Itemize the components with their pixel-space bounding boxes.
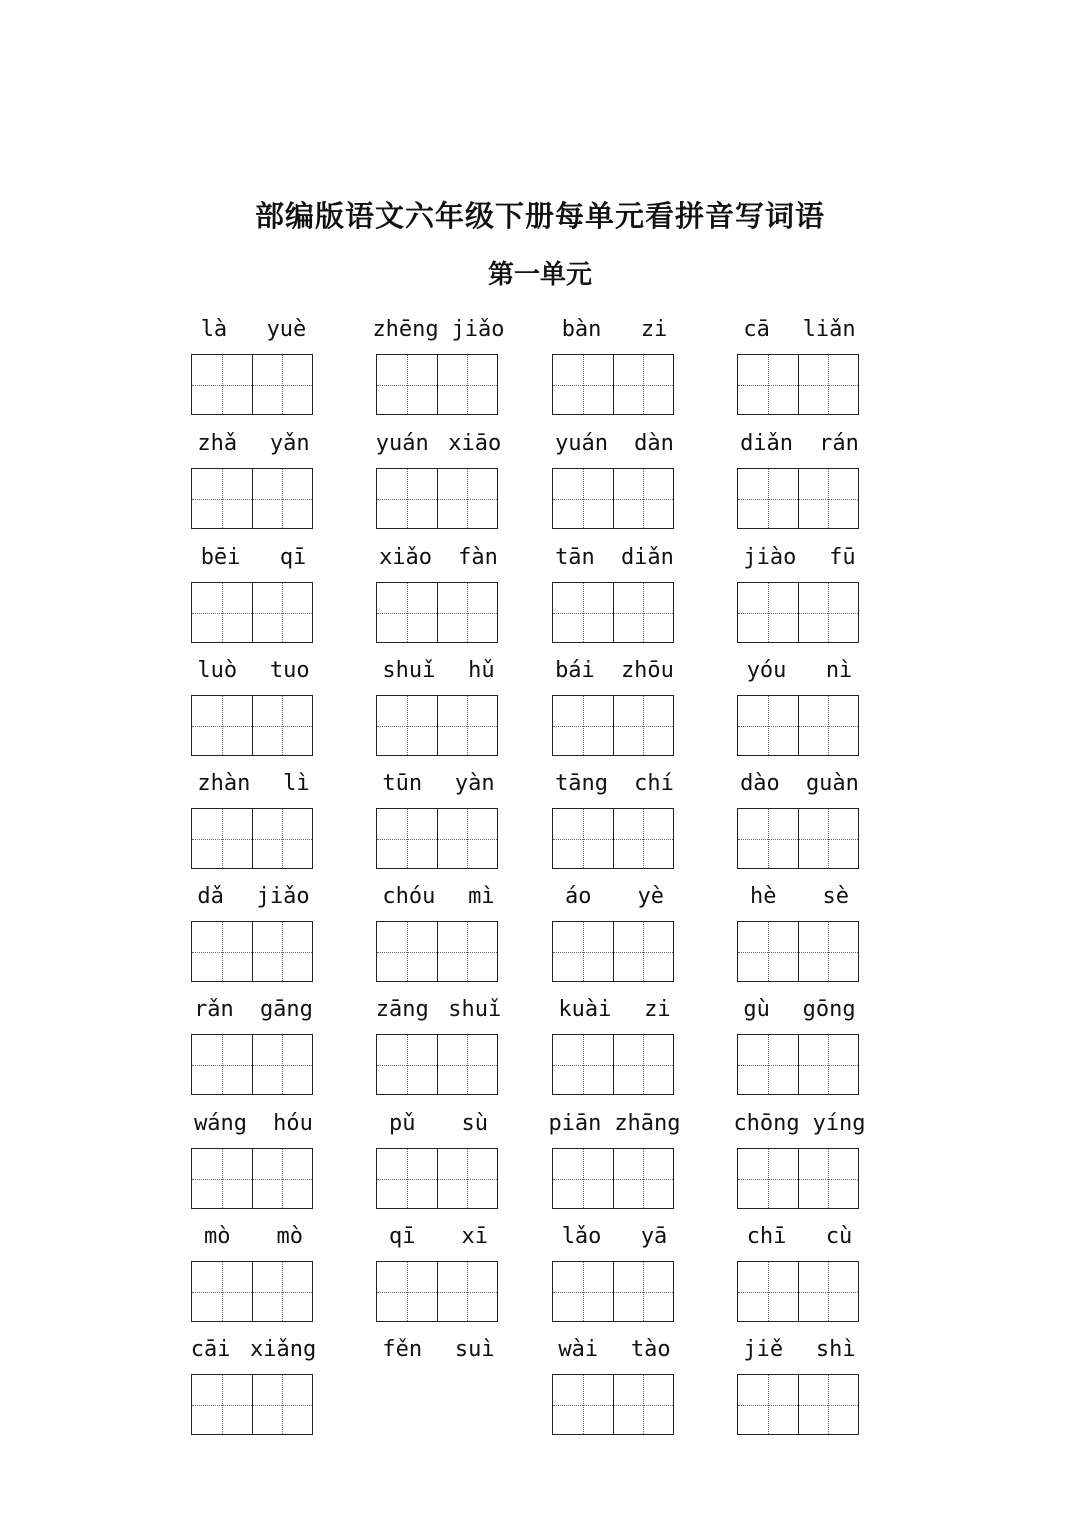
word-exercise [191,1108,351,1220]
pinyin-label [727,428,872,458]
writing-boxes [552,582,674,643]
tianzige-box[interactable] [798,809,859,868]
tianzige-box[interactable] [437,1262,498,1321]
writing-boxes [552,1034,674,1095]
tianzige-box[interactable] [377,809,437,868]
pinyin-label [181,1334,326,1364]
pinyin-label [181,881,326,911]
pinyin-syllable: xiāo [448,430,502,456]
writing-boxes [552,695,674,756]
tianzige-box[interactable] [798,1035,859,1094]
pinyin-syllable: jiào [743,544,797,570]
writing-boxes [191,921,313,982]
writing-boxes [376,1261,498,1322]
word-exercise [191,881,351,993]
pinyin-syllable: rǎn [194,996,234,1022]
pinyin-label [366,655,511,685]
tianzige-box[interactable] [192,922,252,981]
pinyin-syllable: xī [461,1223,488,1249]
pinyin-syllable: yā [640,1223,668,1249]
pinyin-syllable: chōng [733,1110,800,1136]
pinyin-syllable: qī [389,1223,416,1249]
writing-boxes [376,808,498,869]
tianzige-box[interactable] [437,583,498,642]
pinyin-syllable: yuè [266,316,307,342]
tianzige-box[interactable] [192,696,252,755]
tianzige-box[interactable] [613,1262,674,1321]
pinyin-syllable: liǎn [802,316,856,342]
tianzige-box[interactable] [192,1035,252,1094]
tianzige-box[interactable] [798,355,859,414]
pinyin-label [366,768,511,798]
tianzige-box[interactable] [613,696,674,755]
tianzige-box[interactable] [613,1035,674,1094]
pinyin-label [727,994,872,1024]
tianzige-box[interactable] [252,809,313,868]
pinyin-label [366,1221,511,1251]
pinyin-syllable: tào [630,1336,671,1362]
writing-boxes [376,921,498,982]
writing-boxes [191,1148,313,1209]
pinyin-syllable: sè [822,883,849,909]
writing-boxes [191,1374,313,1435]
tianzige-box[interactable] [613,922,674,981]
word-exercise [552,881,712,993]
pinyin-label [542,994,687,1024]
pinyin-syllable: yàn [454,770,495,796]
writing-boxes [376,468,498,529]
page-title: 部编版语文六年级下册每单元看拼音写词语 [254,199,825,233]
pinyin-syllable: lì [283,770,310,796]
pinyin-syllable: dàn [634,430,674,456]
pinyin-syllable: luò [197,657,238,683]
word-exercise [737,655,897,767]
tianzige-box[interactable] [553,922,613,981]
pinyin-syllable: cā [743,316,770,342]
word-exercise [376,542,536,654]
pinyin-syllable: bēi [200,544,241,570]
pinyin-label [366,994,511,1024]
tianzige-box[interactable] [377,922,437,981]
pinyin-syllable: chí [634,770,674,796]
pinyin-label [727,768,872,798]
writing-boxes [191,1034,313,1095]
pinyin-syllable: hóu [273,1110,313,1136]
writing-boxes [376,1148,498,1209]
tianzige-box[interactable] [738,1149,798,1208]
word-exercise [737,768,897,880]
word-exercise [737,1334,897,1446]
pinyin-syllable: gōng [802,996,856,1022]
word-exercise [552,428,712,540]
tianzige-box[interactable] [738,355,798,414]
pinyin-label [181,655,326,685]
writing-boxes [737,808,859,869]
tianzige-box[interactable] [192,1375,252,1434]
writing-boxes [737,695,859,756]
writing-boxes [552,921,674,982]
writing-boxes [737,1374,859,1435]
word-exercise [552,314,712,426]
word-exercise [552,542,712,654]
writing-boxes [376,1034,498,1095]
writing-boxes [737,1148,859,1209]
pinyin-label [181,994,326,1024]
writing-boxes [376,582,498,643]
tianzige-box[interactable] [437,696,498,755]
pinyin-label [727,314,872,344]
tianzige-box[interactable] [613,809,674,868]
pinyin-label [727,1221,872,1251]
writing-boxes [552,1374,674,1435]
pinyin-syllable: xiǎo [379,544,433,570]
pinyin-label [542,428,687,458]
word-exercise [737,428,897,540]
pinyin-label [366,1108,511,1138]
word-exercise [733,1108,897,1220]
writing-boxes [552,1261,674,1322]
pinyin-label [542,1334,687,1364]
tianzige-box[interactable] [252,696,313,755]
pinyin-syllable: wài [558,1336,599,1362]
pinyin-label [181,428,326,458]
writing-boxes [552,808,674,869]
tianzige-box[interactable] [252,1262,313,1321]
writing-boxes [376,695,498,756]
tianzige-box[interactable] [613,583,674,642]
word-exercise [552,768,712,880]
pinyin-syllable: hè [750,883,777,909]
tianzige-box[interactable] [553,1149,613,1208]
word-exercise [376,881,536,993]
pinyin-syllable: guàn [805,770,859,796]
pinyin-syllable: gù [743,996,770,1022]
pinyin-syllable: zhàn [197,770,251,796]
pinyin-syllable: chī [746,1223,787,1249]
writing-boxes [191,468,313,529]
word-exercise [191,542,351,654]
tianzige-box[interactable] [553,1035,613,1094]
pinyin-syllable: fū [829,544,856,570]
word-exercise [737,1221,897,1333]
pinyin-label [727,881,872,911]
pinyin-syllable: nì [825,657,853,683]
pinyin-syllable: jiǎo [451,316,505,342]
tianzige-box[interactable] [437,469,498,528]
tianzige-box[interactable] [613,1149,674,1208]
writing-boxes [376,354,498,415]
pinyin-syllable: fěn [382,1336,423,1362]
tianzige-box[interactable] [798,583,859,642]
word-exercise [737,881,897,993]
tianzige-box[interactable] [553,355,613,414]
tianzige-box[interactable] [798,696,859,755]
writing-boxes [191,808,313,869]
word-exercise [376,1108,536,1220]
tianzige-box[interactable] [738,922,798,981]
tianzige-box[interactable] [252,355,313,414]
pinyin-syllable: jiǎo [256,883,310,909]
tianzige-box[interactable] [738,1035,798,1094]
pinyin-syllable: zhāng [614,1110,681,1136]
pinyin-syllable: yóu [746,657,787,683]
pinyin-label [542,1108,687,1138]
word-exercise [376,428,536,540]
writing-boxes [737,468,859,529]
pinyin-label [181,1108,326,1138]
tianzige-box[interactable] [252,583,313,642]
word-exercise [737,314,897,426]
pinyin-syllable: fàn [458,544,498,570]
pinyin-label [542,881,687,911]
unit-heading: 第一单元 [487,260,592,290]
pinyin-syllable: shuǐ [382,657,436,683]
pinyin-syllable: qī [279,544,307,570]
pinyin-syllable: diǎn [740,430,794,456]
pinyin-syllable: zi [644,996,671,1022]
pinyin-syllable: zhēng [372,316,439,342]
pinyin-syllable: mò [204,1223,231,1249]
tianzige-box[interactable] [377,355,437,414]
pinyin-label [542,314,687,344]
pinyin-syllable: jiě [743,1336,784,1362]
word-exercise [737,994,897,1106]
pinyin-syllable: diǎn [620,544,674,570]
tianzige-box[interactable] [377,469,437,528]
word-exercise [191,994,351,1106]
tianzige-box[interactable] [613,469,674,528]
writing-boxes [191,582,313,643]
pinyin-syllable: dǎ [197,883,224,909]
writing-boxes [191,354,313,415]
tianzige-box[interactable] [192,469,252,528]
tianzige-box[interactable] [252,922,313,981]
word-exercise [191,314,351,426]
word-exercise [548,1108,712,1220]
word-exercise [376,1221,536,1333]
pinyin-syllable: sù [461,1110,488,1136]
word-exercise [191,428,351,540]
writing-boxes [191,1261,313,1322]
tianzige-box[interactable] [798,1375,859,1434]
word-exercise [376,994,536,1106]
pinyin-syllable: cāi [190,1336,231,1362]
tianzige-box[interactable] [798,1149,859,1208]
tianzige-box[interactable] [437,922,498,981]
pinyin-syllable: pǔ [389,1110,416,1136]
tianzige-box[interactable] [252,1149,313,1208]
tianzige-box[interactable] [377,583,437,642]
pinyin-syllable: hǔ [468,657,495,683]
tianzige-box[interactable] [553,696,613,755]
pinyin-label [542,1221,687,1251]
pinyin-syllable: suì [454,1336,495,1362]
pinyin-syllable: cù [825,1223,853,1249]
tianzige-box[interactable] [553,1375,613,1434]
pinyin-syllable: mò [276,1223,303,1249]
pinyin-syllable: shì [815,1336,856,1362]
pinyin-label [727,1108,872,1138]
pinyin-syllable: yuán [375,430,429,456]
tianzige-box[interactable] [553,583,613,642]
pinyin-syllable: lǎo [561,1223,602,1249]
pinyin-syllable: tuo [269,657,310,683]
tianzige-box[interactable] [613,1375,674,1434]
pinyin-label [542,542,687,572]
pinyin-label [727,542,872,572]
pinyin-syllable: là [200,316,228,342]
pinyin-syllable: zhǎ [197,430,238,456]
pinyin-syllable: wáng [194,1110,248,1136]
word-exercise [376,655,536,767]
tianzige-box[interactable] [738,696,798,755]
tianzige-box[interactable] [377,696,437,755]
word-exercise [191,655,351,767]
tianzige-box[interactable] [798,1262,859,1321]
pinyin-label [181,768,326,798]
tianzige-box[interactable] [377,1035,437,1094]
pinyin-label [727,655,872,685]
writing-boxes [191,695,313,756]
pinyin-label [727,1334,872,1364]
pinyin-syllable: bàn [561,316,602,342]
tianzige-box[interactable] [437,355,498,414]
word-exercise [372,314,536,426]
pinyin-syllable: yuán [555,430,609,456]
tianzige-box[interactable] [192,809,252,868]
pinyin-syllable: zāng [375,996,429,1022]
word-exercise [191,768,351,880]
tianzige-box[interactable] [738,469,798,528]
tianzige-box[interactable] [192,1149,252,1208]
pinyin-syllable: mì [468,883,495,909]
pinyin-label [181,314,326,344]
writing-boxes [737,354,859,415]
writing-boxes [737,1034,859,1095]
pinyin-syllable: zi [640,316,668,342]
tianzige-box[interactable] [613,355,674,414]
pinyin-syllable: yǎn [269,430,310,456]
word-exercise [552,1334,712,1446]
tianzige-box[interactable] [738,1262,798,1321]
pinyin-syllable: dào [740,770,780,796]
tianzige-box[interactable] [252,469,313,528]
pinyin-label [366,314,511,344]
tianzige-box[interactable] [738,1375,798,1434]
pinyin-syllable: yíng [812,1110,866,1136]
tianzige-box[interactable] [437,809,498,868]
word-exercise [191,1221,351,1333]
pinyin-syllable: yè [637,883,664,909]
pinyin-label [366,881,511,911]
pinyin-syllable: tūn [382,770,423,796]
writing-boxes [737,921,859,982]
pinyin-syllable: zhōu [620,657,674,683]
pinyin-label [366,428,511,458]
tianzige-box[interactable] [437,1149,498,1208]
writing-boxes [552,1148,674,1209]
writing-boxes [552,468,674,529]
word-exercise [737,542,897,654]
pinyin-syllable: xiǎng [250,1336,317,1362]
pinyin-syllable: kuài [558,996,612,1022]
pinyin-label [542,655,687,685]
pinyin-label [366,542,511,572]
tianzige-box[interactable] [798,469,859,528]
pinyin-syllable: bái [555,657,595,683]
tianzige-box[interactable] [192,355,252,414]
pinyin-syllable: chóu [382,883,436,909]
tianzige-box[interactable] [437,1035,498,1094]
tianzige-box[interactable] [798,922,859,981]
tianzige-box[interactable] [553,469,613,528]
writing-boxes [737,1261,859,1322]
pinyin-label [181,542,326,572]
tianzige-box[interactable] [377,1149,437,1208]
pinyin-syllable: rán [819,430,859,456]
pinyin-label [542,768,687,798]
tianzige-box[interactable] [192,583,252,642]
pinyin-syllable: áo [565,883,592,909]
tianzige-box[interactable] [252,1375,313,1434]
pinyin-syllable: tān [555,544,595,570]
pinyin-syllable: shuǐ [448,996,502,1022]
pinyin-label [366,1334,511,1364]
tianzige-box[interactable] [738,583,798,642]
word-exercise [376,768,536,880]
writing-boxes [737,582,859,643]
tianzige-box[interactable] [553,809,613,868]
tianzige-box[interactable] [377,1262,437,1321]
word-exercise [552,1221,712,1333]
pinyin-syllable: piān [548,1110,602,1136]
pinyin-syllable: gāng [259,996,313,1022]
word-exercise [552,994,712,1106]
writing-boxes [552,354,674,415]
word-exercise [191,1334,351,1446]
tianzige-box[interactable] [553,1262,613,1321]
pinyin-syllable: tāng [555,770,609,796]
word-exercise [552,655,712,767]
tianzige-box[interactable] [192,1262,252,1321]
tianzige-box[interactable] [738,809,798,868]
tianzige-box[interactable] [252,1035,313,1094]
word-exercise [376,1334,536,1446]
pinyin-label [181,1221,326,1251]
